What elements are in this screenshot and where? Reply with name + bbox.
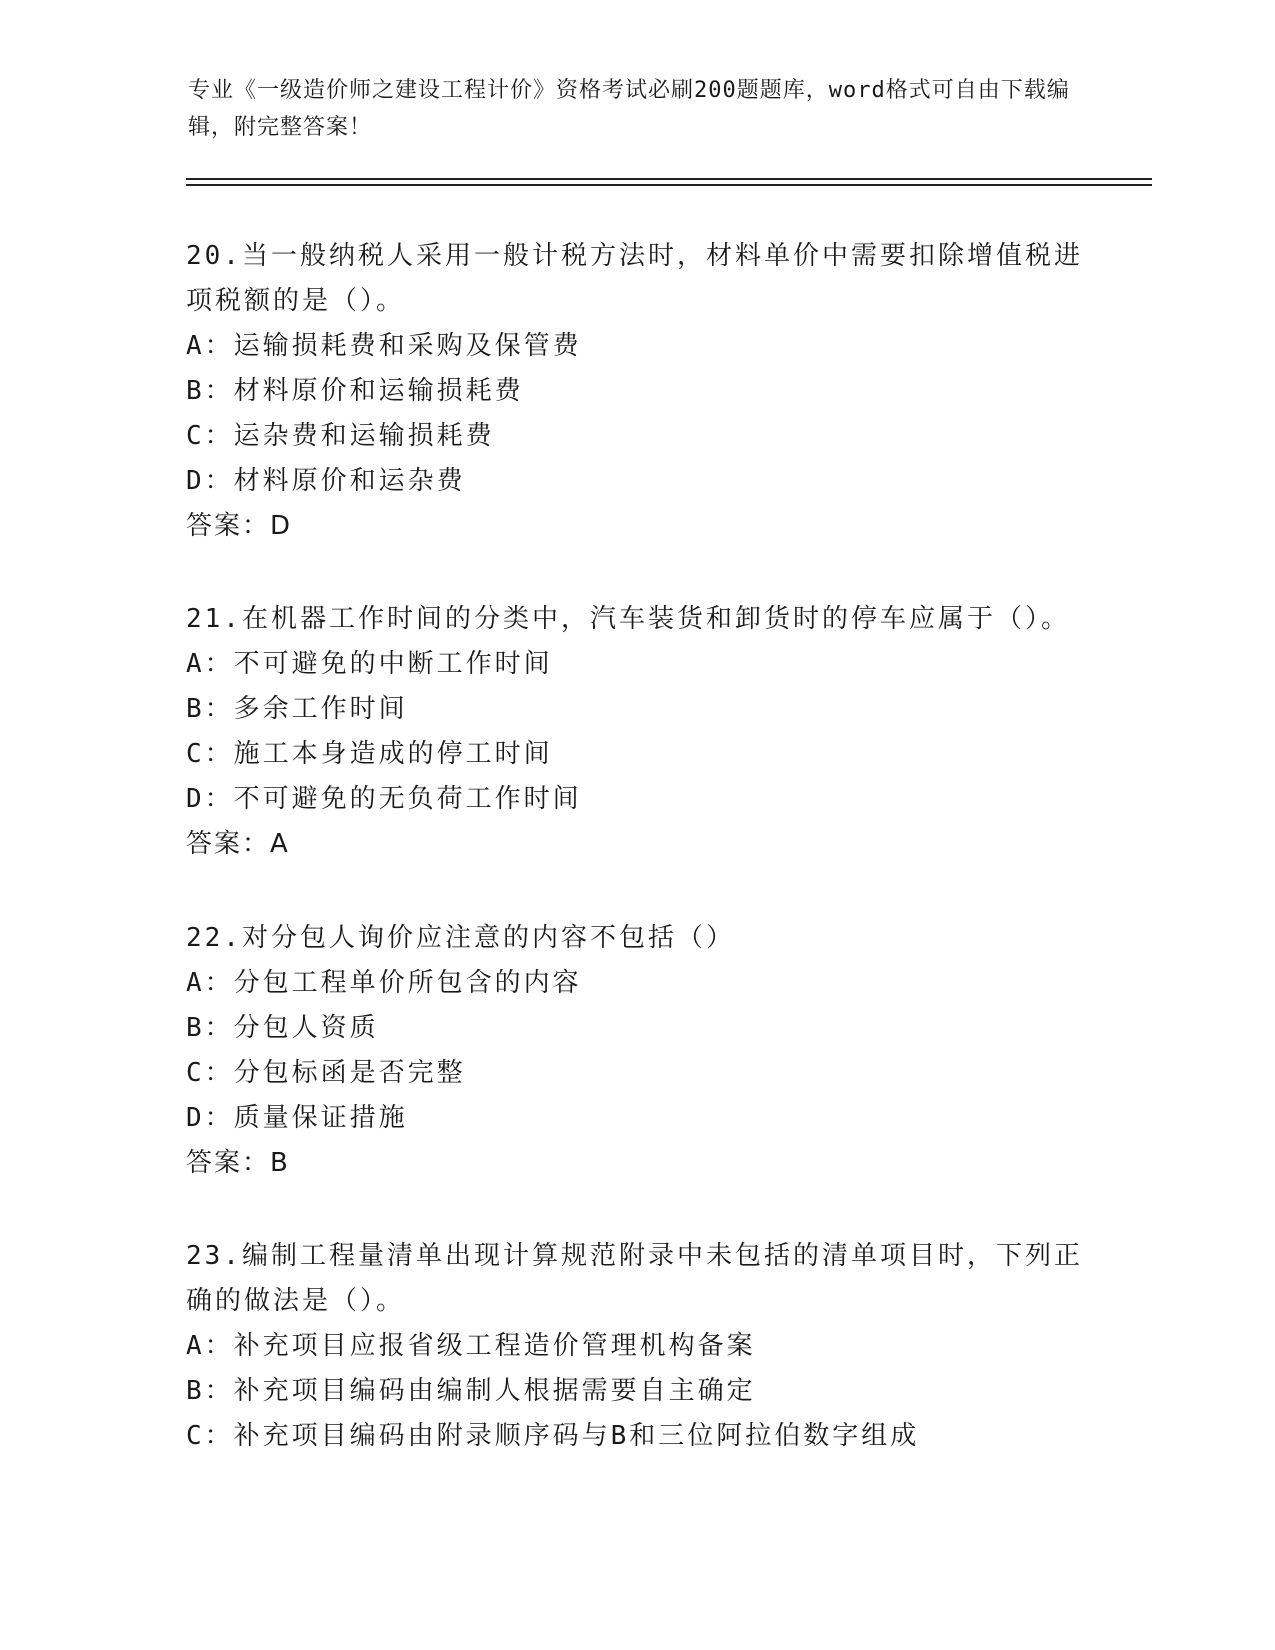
header-divider-top <box>186 178 1152 180</box>
option-b: B：材料原价和运输损耗费 <box>186 376 524 406</box>
option-b: B：分包人资质 <box>186 1013 379 1043</box>
option-a: A：分包工程单价所包含的内容 <box>186 968 582 998</box>
option-c: C：运杂费和运输损耗费 <box>186 421 495 451</box>
question-stem: 23.编制工程量清单出现计算规范附录中未包括的清单项目时，下列正确的做法是（）。 <box>186 1241 1083 1316</box>
header-divider-bottom <box>186 184 1152 186</box>
question-22 <box>186 916 1086 1186</box>
answer-line: 答案：B <box>186 1148 290 1178</box>
option-b: B：补充项目编码由编制人根据需要自主确定 <box>186 1376 756 1406</box>
header-intro-text: 专业《一级造价师之建设工程计价》资格考试必刷200题题库，word格式可自由下载编辑，附完整答案！ <box>188 78 1070 140</box>
option-d: D：质量保证措施 <box>186 1103 408 1133</box>
question-21 <box>186 597 1086 867</box>
answer-line: 答案：D <box>186 511 293 541</box>
question-20 <box>186 234 1086 549</box>
question-23 <box>186 1234 1086 1459</box>
question-stem: 22.对分包人询价应注意的内容不包括（） <box>186 923 735 953</box>
option-a: A：运输损耗费和采购及保管费 <box>186 331 582 361</box>
option-b: B：多余工作时间 <box>186 694 408 724</box>
option-c: C：施工本身造成的停工时间 <box>186 739 553 769</box>
option-d: D：材料原价和运杂费 <box>186 466 466 496</box>
option-c: C：分包标函是否完整 <box>186 1058 466 1088</box>
option-a: A：补充项目应报省级工程造价管理机构备案 <box>186 1331 756 1361</box>
option-c: C：补充项目编码由附录顺序码与B和三位阿拉伯数字组成 <box>186 1421 920 1451</box>
document-header <box>188 72 1088 146</box>
option-d: D：不可避免的无负荷工作时间 <box>186 784 582 814</box>
question-stem: 20.当一般纳税人采用一般计税方法时，材料单价中需要扣除增值税进项税额的是（）。 <box>186 241 1083 316</box>
option-a: A：不可避免的中断工作时间 <box>186 649 553 679</box>
question-stem: 21.在机器工作时间的分类中，汽车装货和卸货时的停车应属于（）。 <box>186 604 1070 634</box>
answer-line: 答案：A <box>186 829 290 859</box>
